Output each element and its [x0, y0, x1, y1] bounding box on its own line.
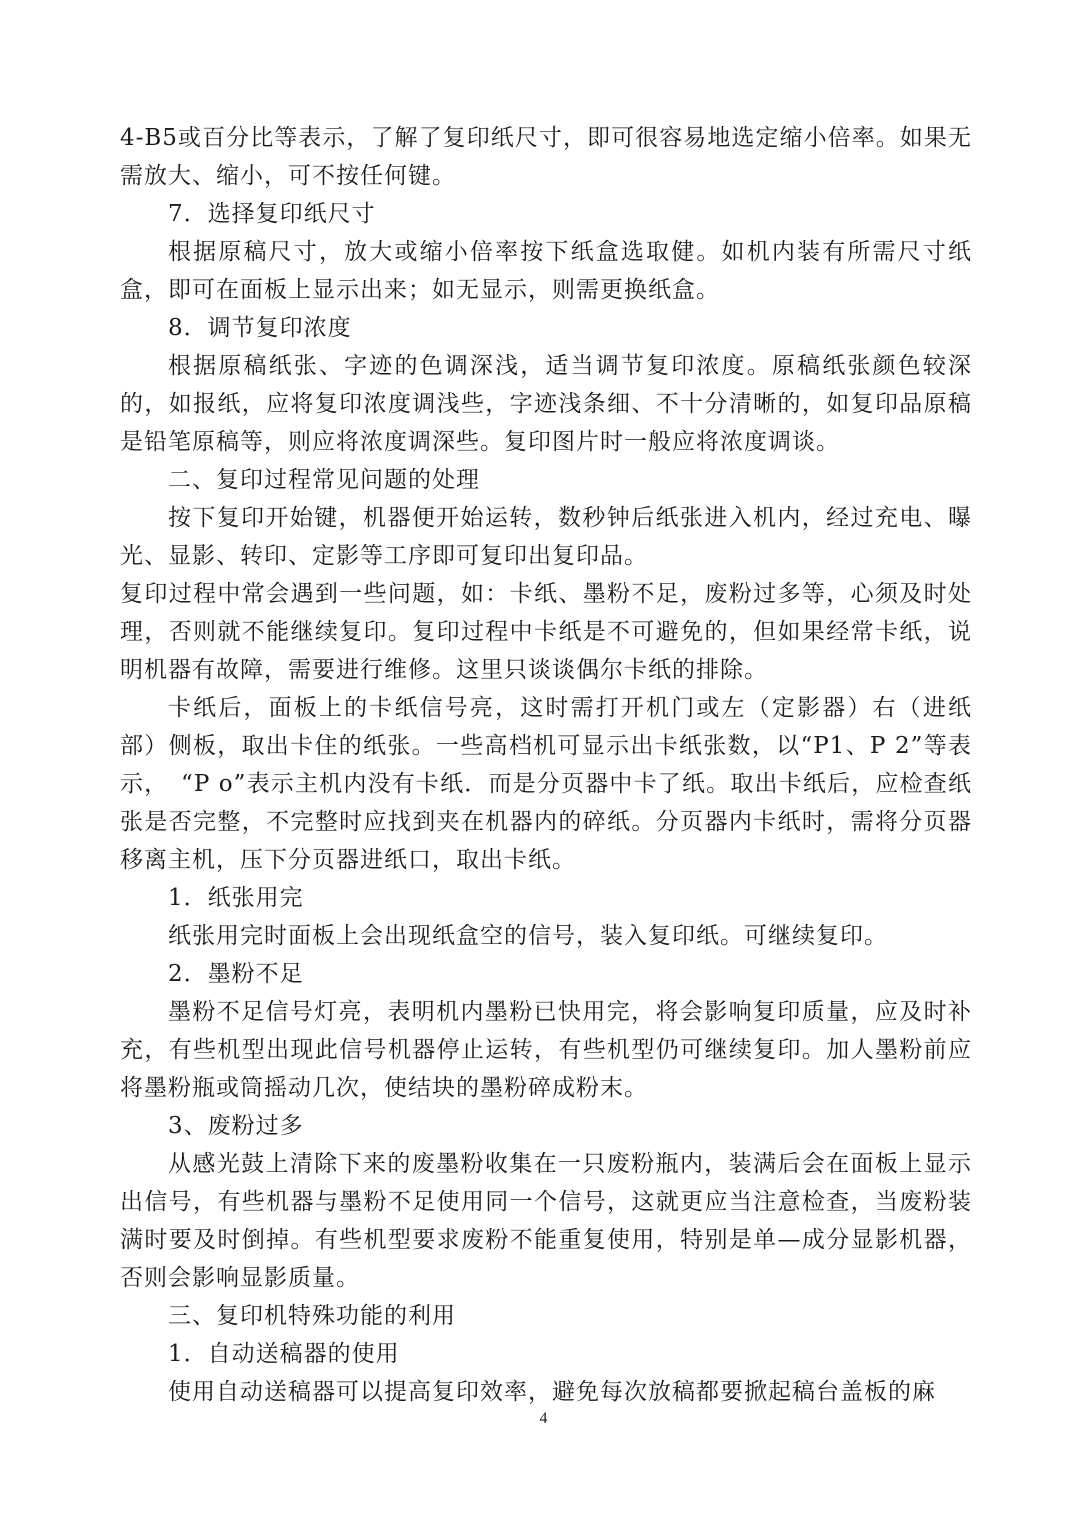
paragraph: 根据原稿尺寸，放大或缩小倍率按下纸盒选取健。如机内装有所需尺寸纸盒，即可在面板上显示出来；如无显示，则需更换纸盒。	[120, 239, 972, 303]
paragraph: 从感光鼓上清除下来的废墨粉收集在一只废粉瓶内，装满后会在面板上显示出信号，有些机器与墨粉不足使用同一个信号，这就更应当注意检查，当废粉装满时要及时倒掉。有些机型要求废粉不能重复使用，特别是单—成分显影机器，否则会影响显影质量。	[120, 1151, 972, 1291]
section-heading: 7．选择复印纸尺寸	[168, 201, 376, 227]
paragraph: 卡纸后，面板上的卡纸信号亮，这时需打开机门或左（定影器）右（进纸部）侧板，取出卡住的纸张。一些高档机可显示出卡纸张数，以“P1、P 2”等表示， “P o”表示主机内没有卡纸．而是分页器中卡了纸。取出卡纸后，应检查纸张是否完整，不完整时应找到夹在机器内的碎纸。分页器内卡纸时，需将分页器移离主机，压下分页器进纸口，取出卡纸。	[120, 695, 972, 873]
paragraph: 纸张用完时面板上会出现纸盒空的信号，装入复印纸。可继续复印。	[168, 923, 888, 949]
paragraph: 复印过程中常会遇到一些问题，如：卡纸、墨粉不足，废粉过多等，心须及时处理，否则就不能继续复印。复印过程中卡纸是不可避免的，但如果经常卡纸，说明机器有故障，需要进行维修。这里只谈谈偶尔卡纸的排除。	[120, 581, 972, 683]
section-heading: 三、复印机特殊功能的利用	[168, 1303, 456, 1329]
paragraph: 按下复印开始键，机器便开始运转，数秒钟后纸张进入机内，经过充电、曝光、显影、转印、定影等工序即可复印出复印品。	[120, 505, 972, 569]
page-number: 4	[539, 1410, 548, 1427]
section-heading: 2．墨粉不足	[168, 961, 304, 987]
paragraph: 根据原稿纸张、字迹的色调深浅，适当调节复印浓度。原稿纸张颜色较深的，如报纸，应将复印浓度调浅些，字迹浅条细、不十分清晰的，如复印品原稿是铅笔原稿等，则应将浓度调深些。复印图片时一般应将浓度调谈。	[120, 353, 972, 455]
paragraph: 墨粉不足信号灯亮，表明机内墨粉已快用完，将会影响复印质量，应及时补充，有些机型出现此信号机器停止运转，有些机型仍可继续复印。加人墨粉前应将墨粉瓶或筒摇动几次，使结块的墨粉碎成粉末。	[120, 999, 972, 1101]
section-heading: 3、废粉过多	[168, 1113, 304, 1139]
section-heading: 1．自动送稿器的使用	[168, 1341, 400, 1367]
paragraph: 使用自动送稿器可以提高复印效率，避免每次放稿都要掀起稿台盖板的麻	[168, 1379, 936, 1405]
section-heading: 1．纸张用完	[168, 885, 304, 911]
section-heading: 二、复印过程常见问题的处理	[168, 467, 480, 493]
body-text	[120, 119, 972, 1411]
paragraph: 4-B5或百分比等表示，了解了复印纸尺寸，即可很容易地选定缩小倍率。如果无需放大、缩小，可不按任何键。	[120, 125, 972, 189]
section-heading: 8．调节复印浓度	[168, 315, 352, 341]
